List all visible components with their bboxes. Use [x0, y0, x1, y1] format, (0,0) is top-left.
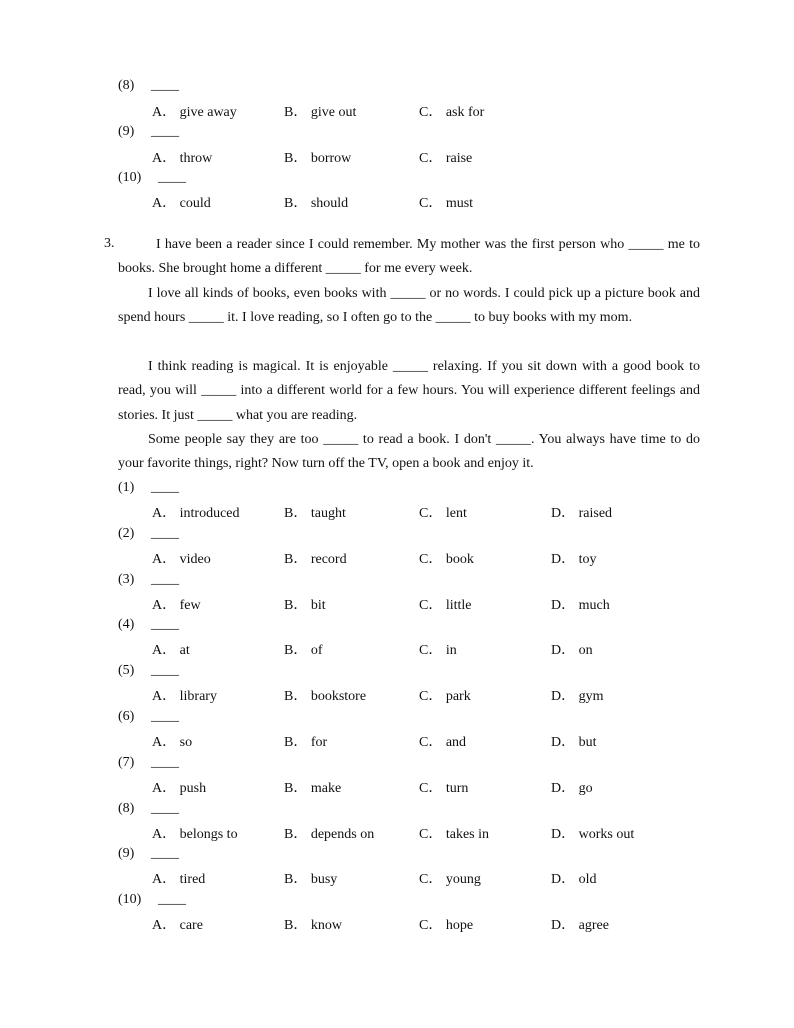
option-b[interactable]: B． bit — [284, 597, 326, 613]
option-b[interactable]: B． taught — [284, 506, 346, 521]
option-b[interactable]: B． depends on — [284, 826, 375, 842]
passage-paragraph-1: I have been a reader since I could remember. My mother was the first person who _____ me to books. She brought home a different _____ for me every week. — [118, 237, 700, 277]
option-a[interactable]: A． few — [152, 597, 201, 613]
answer-blank[interactable]: ____ — [158, 892, 186, 908]
answer-blank[interactable]: ____ — [151, 525, 179, 541]
question-number: (8) — [118, 800, 135, 816]
option-b[interactable]: B． give out — [284, 105, 357, 120]
option-d[interactable]: D． works out — [551, 826, 635, 842]
passage-paragraph-2: I love all kinds of books, even books with _____ or no words. I could pick up a picture book and spend hours _____ it. I love reading, so I often go to the _____ to buy books with my mom. — [118, 286, 700, 326]
option-d[interactable]: D． much — [551, 597, 610, 613]
option-d[interactable]: D． old — [551, 872, 597, 888]
option-a[interactable]: A． library — [152, 689, 217, 705]
option-a[interactable]: A． at — [152, 643, 190, 659]
question-number: (3) — [118, 571, 135, 587]
answer-blank[interactable]: ____ — [158, 170, 186, 185]
answer-blank[interactable]: ____ — [151, 846, 179, 862]
option-d[interactable]: D． raised — [551, 506, 613, 521]
option-a[interactable]: A． introduced — [152, 506, 240, 521]
question-number: (7) — [118, 754, 135, 770]
option-c[interactable]: C． turn — [419, 780, 469, 796]
answer-blank[interactable]: ____ — [151, 754, 179, 770]
option-a[interactable]: A． tired — [152, 872, 206, 888]
option-c[interactable]: C． park — [419, 689, 471, 705]
option-c[interactable]: C． lent — [419, 506, 467, 521]
option-c[interactable]: C． hope — [419, 918, 474, 934]
question-number: (9) — [118, 846, 135, 862]
option-d[interactable]: D． but — [551, 735, 597, 750]
question-number: (9) — [118, 124, 135, 139]
option-a[interactable]: A． could — [152, 196, 211, 211]
option-d[interactable]: D． go — [551, 780, 593, 796]
question-number: (4) — [118, 617, 135, 633]
option-a[interactable]: A． so — [152, 735, 193, 750]
option-d[interactable]: D． agree — [551, 918, 609, 934]
section-number: 3. — [104, 236, 115, 251]
option-b[interactable]: B． make — [284, 780, 342, 796]
option-d[interactable]: D． on — [551, 643, 593, 659]
option-d[interactable]: D． gym — [551, 689, 604, 705]
question-number: (8) — [118, 78, 135, 93]
question-number: (1) — [118, 480, 135, 495]
option-a[interactable]: A． throw — [152, 151, 213, 166]
answer-blank[interactable]: ____ — [151, 663, 179, 679]
option-a[interactable]: A． video — [152, 551, 211, 567]
option-c[interactable]: C． book — [419, 551, 474, 567]
option-c[interactable]: C． young — [419, 872, 481, 888]
question-number: (10) — [118, 892, 142, 908]
option-b[interactable]: B． record — [284, 551, 347, 567]
option-c[interactable]: C． raise — [419, 151, 473, 166]
option-c[interactable]: C． must — [419, 196, 474, 211]
question-number: (2) — [118, 525, 135, 541]
answer-blank[interactable]: ____ — [151, 617, 179, 633]
option-a[interactable]: A． belongs to — [152, 826, 238, 842]
option-a[interactable]: A． care — [152, 918, 203, 934]
question-number: (5) — [118, 663, 135, 679]
option-c[interactable]: C． little — [419, 597, 472, 613]
answer-blank[interactable]: ____ — [151, 571, 179, 587]
answer-blank[interactable]: ____ — [151, 800, 179, 816]
option-b[interactable]: B． for — [284, 735, 328, 750]
option-c[interactable]: C． takes in — [419, 826, 489, 842]
option-d[interactable]: D． toy — [551, 551, 597, 567]
option-a[interactable]: A． push — [152, 780, 207, 796]
option-b[interactable]: B． know — [284, 918, 342, 934]
option-c[interactable]: C． ask for — [419, 105, 485, 120]
passage-paragraph-4: Some people say they are too _____ to read a book. I don't _____. You always have time to do your favorite things, right? Now turn off the TV, open a book and enjoy it. — [118, 432, 700, 472]
option-c[interactable]: C． and — [419, 735, 467, 750]
option-b[interactable]: B． should — [284, 196, 349, 211]
option-b[interactable]: B． of — [284, 643, 323, 659]
question-number: (6) — [118, 709, 135, 724]
answer-blank[interactable]: ____ — [151, 480, 179, 495]
option-a[interactable]: A． give away — [152, 105, 237, 120]
option-b[interactable]: B． busy — [284, 872, 338, 888]
answer-blank[interactable]: ____ — [151, 709, 179, 724]
answer-blank[interactable]: ____ — [151, 78, 179, 93]
option-b[interactable]: B． borrow — [284, 151, 352, 166]
answer-blank[interactable]: ____ — [151, 124, 179, 139]
passage-paragraph-3: I think reading is magical. It is enjoyable _____ relaxing. If you sit down with a good book to read, you will _____ into a different world for a few hours. You will experience different feelings and stories. It just _____ what you are reading. — [118, 359, 700, 423]
option-c[interactable]: C． in — [419, 643, 457, 659]
question-number: (10) — [118, 170, 142, 185]
option-b[interactable]: B． bookstore — [284, 689, 367, 705]
